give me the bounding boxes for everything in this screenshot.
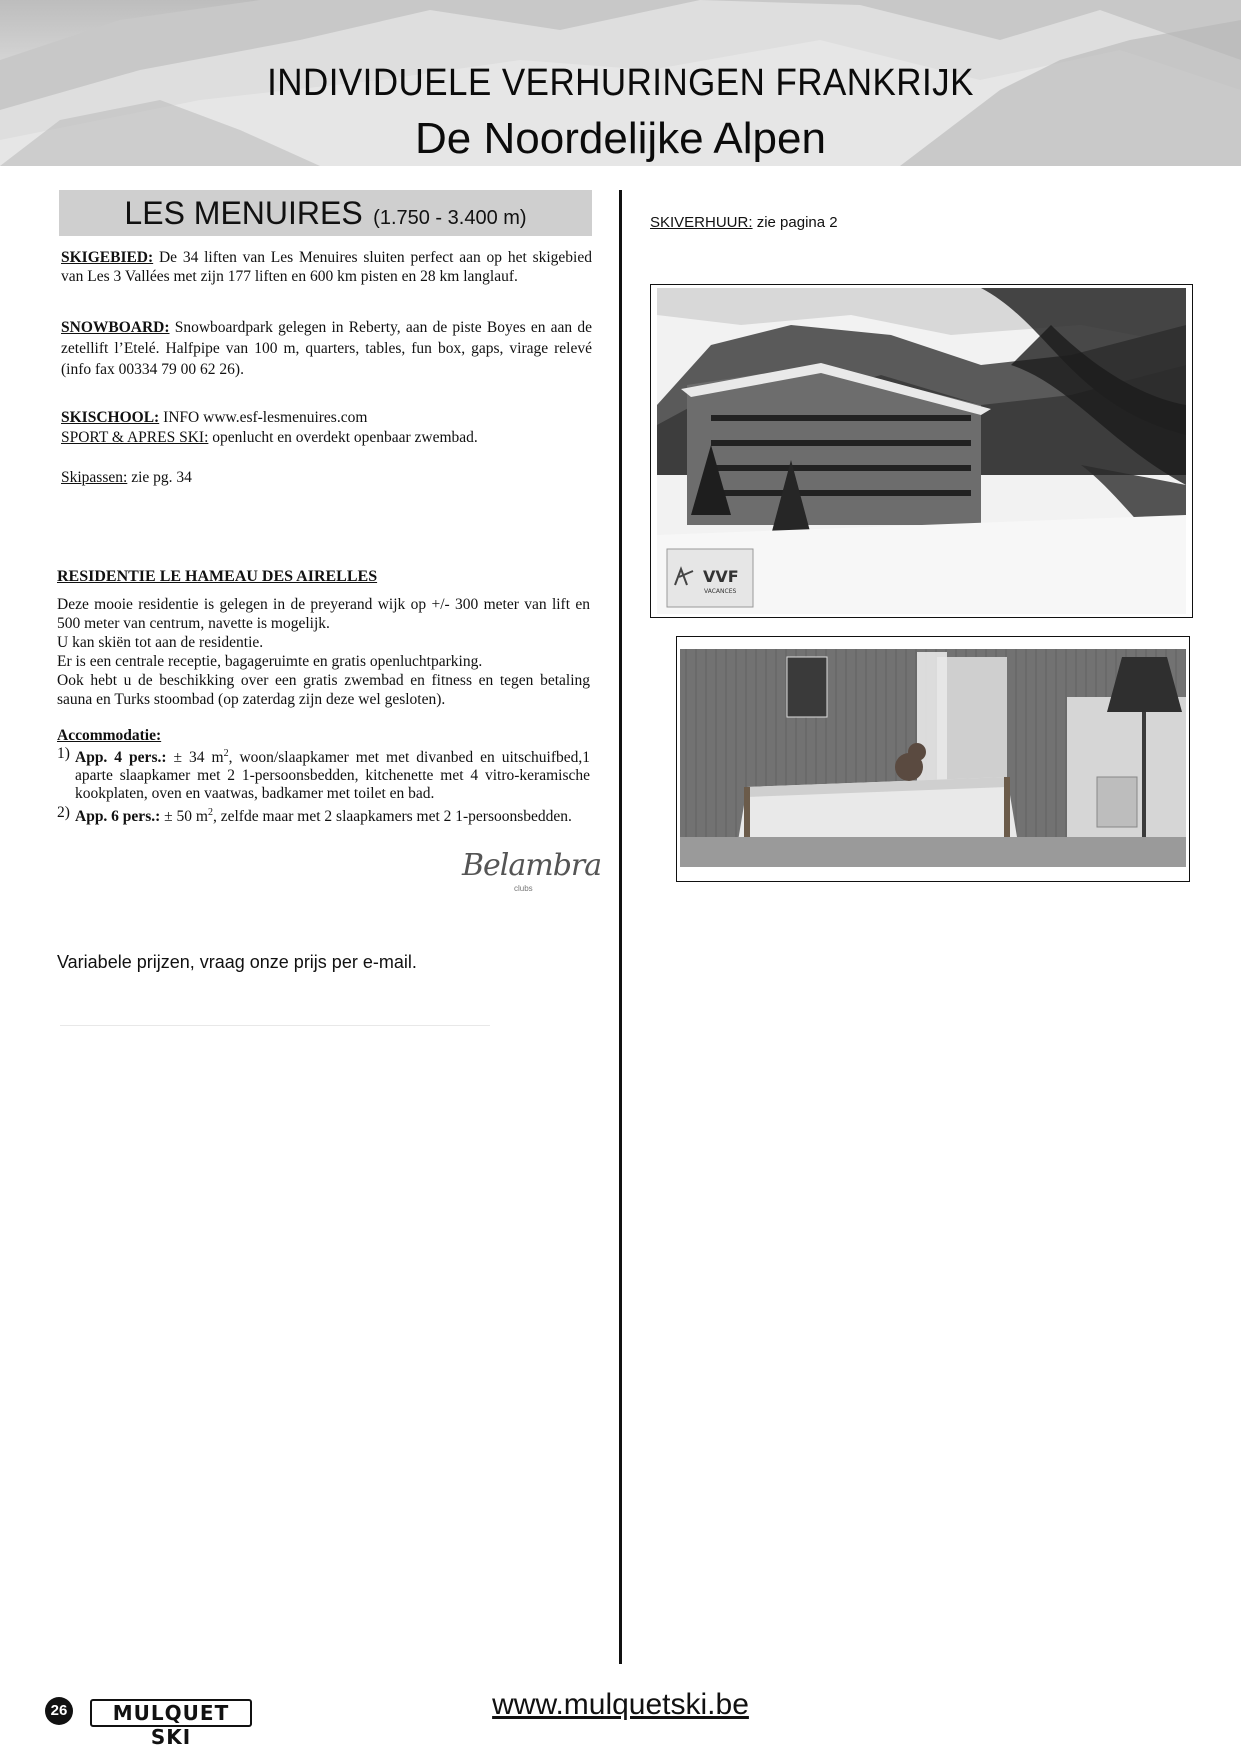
skischool-section — [61, 408, 592, 427]
residence-line: U kan skiën tot aan de residentie. — [57, 634, 264, 651]
sport-label: SPORT & APRES SKI: — [61, 429, 209, 446]
header-banner — [0, 0, 1241, 166]
skipassen-section — [61, 468, 592, 487]
page-number: 26 — [45, 1697, 73, 1725]
belambra-logo-word: Belambra — [462, 848, 602, 883]
item-number: 1) — [57, 745, 70, 762]
page-subtitle: De Noordelijke Alpen — [415, 114, 826, 163]
resort-altitude: (1.750 - 3.400 m) — [373, 207, 527, 229]
skiverhuur-text: zie pagina 2 — [756, 214, 838, 231]
snowboard-section — [61, 317, 592, 380]
skischool-label: SKISCHOOL: — [61, 409, 160, 426]
residence-exterior-photo — [650, 284, 1193, 618]
snowboard-text: Snowboardpark gelegen in Reberty, aan de piste Boyes en aan de zetellift l’Etelé. Halfpipe van 100 m, quarters, tables, fun box, gaps, virage relevé (info fax 00334 79 00 62 26). — [61, 319, 592, 378]
residence-title: RESIDENTIE LE HAMEAU DES AIRELLES — [57, 568, 378, 585]
bedroom-interior-photo — [676, 636, 1190, 882]
column-divider — [619, 190, 622, 1664]
skigebied-section — [61, 248, 592, 286]
item-text: , woon/slaapkamer met met divanbed en uitschuifbed,1 aparte slaapkamer met 2 1-persoonsbedden, kitchenette met 4 vitro-keramische kookplaten, oven en vaatwas, badkamer met toilet en bad. — [75, 749, 590, 803]
item-area: ± 34 m — [173, 749, 224, 767]
list-item — [57, 745, 590, 803]
residence-line: Deze mooie residentie is gelegen in de preyerand wijk op +/- 300 meter van lift en 500 meter van centrum, navette is mogelijk. — [57, 596, 590, 632]
sport-section — [61, 428, 592, 447]
item-area-unit-sup: 2 — [207, 807, 213, 819]
skipassen-text: zie pg. 34 — [131, 469, 192, 486]
prices-note: Variabele prijzen, vraag onze prijs per e-mail. — [57, 952, 417, 972]
resort-name: LES MENUIRES — [124, 195, 363, 231]
resort-heading — [59, 190, 592, 236]
skischool-text: INFO www.esf-lesmenuires.com — [163, 409, 368, 426]
residence-line: Ook hebt u de beschikking over een gratis zwembad en fitness en tegen betaling sauna en Turks stoombad (op zaterdag zijn deze wel gesloten). — [57, 672, 590, 708]
divider-line — [60, 1025, 490, 1026]
belambra-logo — [462, 848, 602, 898]
item-text: , zelfde maar met 2 slaapkamers met 2 1-persoonsbedden. — [212, 808, 572, 826]
website-link[interactable]: www.mulquetski.be — [492, 1688, 749, 1721]
item-area: ± 50 m — [164, 808, 208, 826]
vvf-logo-text: VVF — [703, 567, 739, 586]
residence-line: Er is een centrale receptie, bagageruimte en gratis openluchtparking. — [57, 653, 483, 670]
accommodation-list — [57, 745, 590, 827]
item-number: 2) — [57, 804, 70, 822]
belambra-logo-sub: clubs — [514, 884, 533, 893]
list-item — [57, 804, 590, 826]
skiverhuur-section — [650, 214, 838, 231]
skipassen-label: Skipassen: — [61, 469, 128, 486]
vvf-logo-sub: VACANCES — [704, 588, 737, 595]
item-name: App. 4 pers.: — [75, 749, 167, 767]
brand-logo: MULQUET SKI — [90, 1699, 252, 1727]
residence-description — [57, 595, 590, 709]
item-name: App. 6 pers.: — [75, 808, 161, 826]
accommodation-title: Accommodatie: — [57, 727, 162, 744]
skigebied-label: SKIGEBIED: — [61, 249, 154, 266]
item-area-unit-sup: 2 — [223, 748, 229, 759]
page-title: INDIVIDUELE VERHURINGEN FRANKRIJK — [267, 62, 974, 104]
skiverhuur-label: SKIVERHUUR: — [650, 214, 753, 231]
sport-text: openlucht en overdekt openbaar zwembad. — [212, 429, 478, 446]
skigebied-text: De 34 liften van Les Menuires sluiten perfect aan op het skigebied van Les 3 Vallées met zijn 177 liften en 600 km pisten en 28 km langlauf. — [61, 249, 592, 285]
snowboard-label: SNOWBOARD: — [61, 319, 170, 336]
